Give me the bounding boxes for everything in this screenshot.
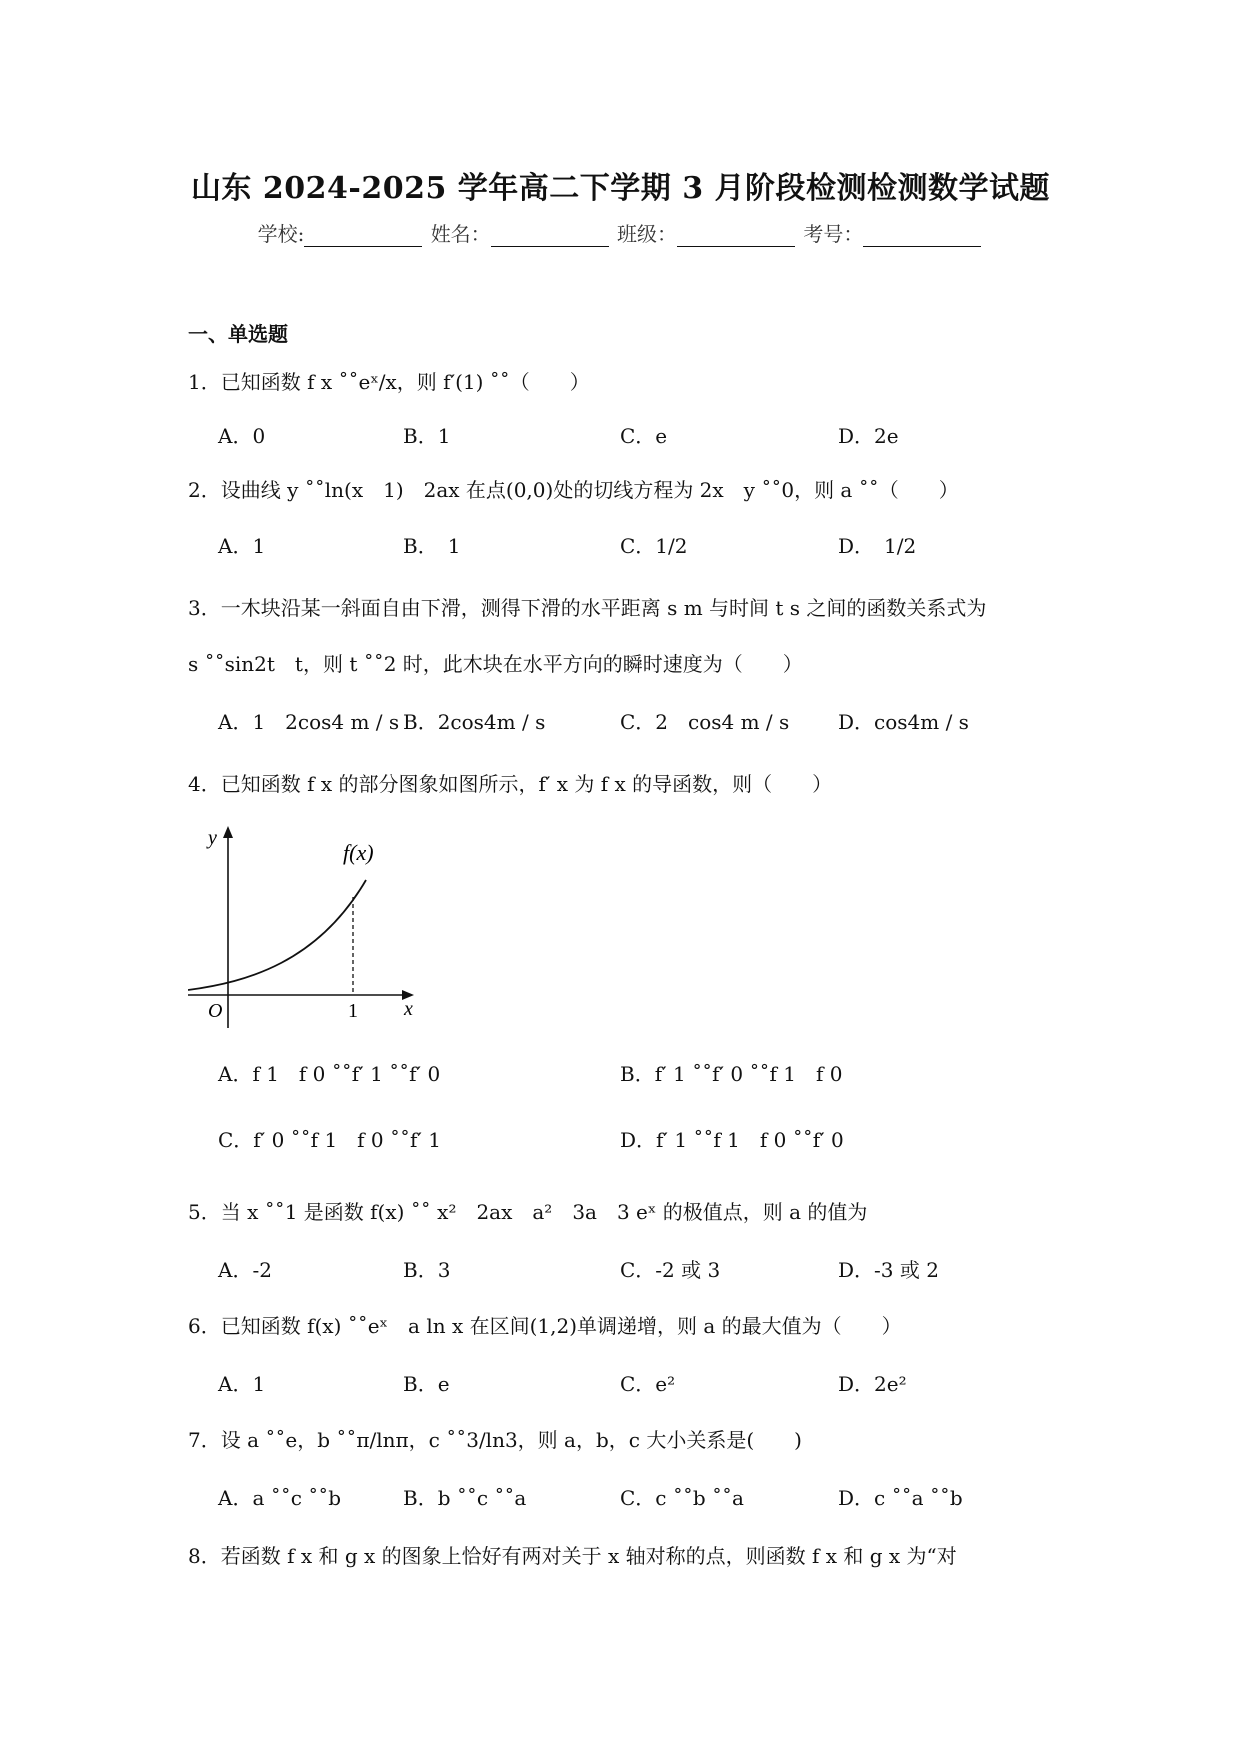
- curve-label: f(x): [343, 840, 374, 865]
- question-7-option-a: A．a ˚˚c ˚˚b: [218, 1486, 342, 1510]
- question-4-option-c: C．f′ 0 ˚˚f 1 f 0 ˚˚f′ 1: [218, 1128, 442, 1152]
- question-7-option-c: C．c ˚˚b ˚˚a: [620, 1486, 744, 1510]
- y-axis-label: y: [208, 827, 217, 849]
- student-info-row: [0, 218, 1241, 247]
- question-6-option-b: B．e: [403, 1372, 450, 1396]
- question-7-option-b: B．b ˚˚c ˚˚a: [403, 1486, 527, 1510]
- exam-number-label: 考号：: [803, 222, 864, 246]
- y-axis-arrow-icon: [223, 826, 233, 838]
- exam-number-field[interactable]: [863, 226, 981, 247]
- question-1-option-c: C．e: [620, 424, 668, 448]
- question-4-stem: 4．已知函数 f x 的部分图象如图所示，f′ x 为 f x 的导函数，则（ ）: [188, 772, 833, 796]
- question-3-option-d: D．cos4m / s: [838, 710, 969, 734]
- question-8-stem: 8．若函数 f x 和 g x 的图象上恰好有两对关于 x 轴对称的点，则函数 f x 和 g x 为“对: [188, 1544, 957, 1568]
- question-5-stem: 5．当 x ˚˚1 是函数 f(x) ˚˚ x² 2ax a² 3a 3 eˣ 的极值点，则 a 的值为: [188, 1200, 868, 1224]
- name-field[interactable]: [491, 226, 609, 247]
- question-1-option-a: A．0: [218, 424, 266, 448]
- class-field[interactable]: [677, 226, 795, 247]
- school-field[interactable]: [304, 226, 422, 247]
- question-4-option-b: B．f′ 1 ˚˚f′ 0 ˚˚f 1 f 0: [620, 1062, 843, 1086]
- question-6-option-d: D．2e²: [838, 1372, 907, 1396]
- question-7-stem: 7．设 a ˚˚e，b ˚˚π/lnπ，c ˚˚3/ln3，则 a，b，c 大小关系是( ): [188, 1428, 802, 1452]
- question-3-option-b: B．2cos4m / s: [403, 710, 546, 734]
- question-7-option-d: D．c ˚˚a ˚˚b: [838, 1486, 963, 1510]
- question-1-option-b: B．1: [403, 424, 451, 448]
- question-2-option-d: D． 1/2: [838, 534, 917, 558]
- question-3-stem-line-1: 3．一木块沿某一斜面自由下滑，测得下滑的水平距离 s m 与时间 t s 之间的函数关系式为: [188, 596, 987, 620]
- question-2-option-c: C．1/2: [620, 534, 688, 558]
- name-label: 姓名：: [430, 222, 491, 246]
- question-5-option-c: C．-2 或 3: [620, 1258, 721, 1282]
- question-3-option-a: A．1 2cos4 m / s: [218, 710, 400, 734]
- question-6-option-a: A．1: [218, 1372, 266, 1396]
- school-label: 学校:: [257, 222, 305, 246]
- question-5-option-a: A．-2: [218, 1258, 272, 1282]
- question-2-option-a: A．1: [218, 534, 266, 558]
- question-4-option-d: D．f′ 1 ˚˚f 1 f 0 ˚˚f′ 0: [620, 1128, 844, 1152]
- question-3-option-c: C．2 cos4 m / s: [620, 710, 790, 734]
- question-1-stem: 1．已知函数 f x ˚˚eˣ/x，则 f′(1) ˚˚（ ）: [188, 370, 590, 394]
- question-4-figure: [188, 822, 428, 1028]
- class-label: 班级：: [617, 222, 678, 246]
- question-6-stem: 6．已知函数 f(x) ˚˚eˣ a ln x 在区间(1,2)单调递增，则 a 的最大值为（ ）: [188, 1314, 902, 1338]
- question-2-option-b: B． 1: [403, 534, 461, 558]
- origin-label: O: [208, 1000, 223, 1022]
- section-heading: 一、单选题: [188, 322, 288, 346]
- question-5-option-b: B．3: [403, 1258, 451, 1282]
- question-3-stem-line-2: s ˚˚sin2t t，则 t ˚˚2 时，此木块在水平方向的瞬时速度为（ ）: [188, 652, 803, 676]
- question-6-option-c: C．e²: [620, 1372, 676, 1396]
- question-5-option-d: D．-3 或 2: [838, 1258, 939, 1282]
- x-axis-label: x: [404, 998, 413, 1020]
- question-1-option-d: D．2e: [838, 424, 899, 448]
- tick-label-1: 1: [348, 1000, 358, 1022]
- question-2-stem: 2．设曲线 y ˚˚ln(x 1) 2ax 在点(0,0)处的切线方程为 2x y ˚˚0，则 a ˚˚（ ）: [188, 478, 959, 502]
- function-curve: [188, 880, 366, 990]
- question-4-option-a: A．f 1 f 0 ˚˚f′ 1 ˚˚f′ 0: [218, 1062, 441, 1086]
- page-title: 山东 2024-2025 学年高二下学期 3 月阶段检测检测数学试题: [190, 171, 1051, 206]
